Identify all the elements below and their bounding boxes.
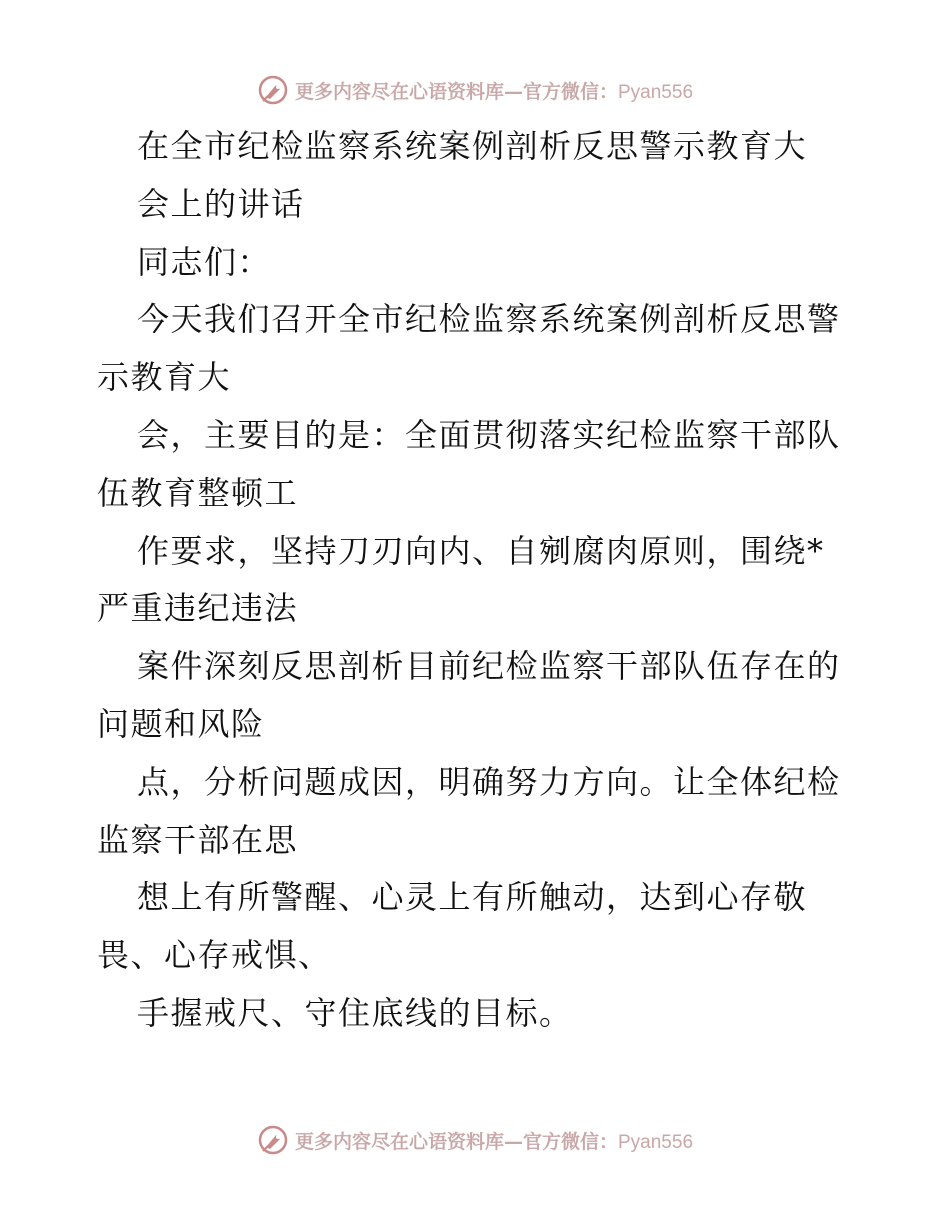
pen-nib-logo-icon — [257, 1124, 289, 1156]
document-body — [97, 118, 877, 1043]
paragraph-line: 作要求，坚持刀刃向内、自剜腐肉原则，围绕* — [137, 531, 825, 570]
banner-wechat-id: Pyan556 — [618, 81, 694, 103]
title-line-1: 在全市纪检监察系统案例剖析反思警示教育大 — [137, 127, 808, 165]
paragraph-line: 今天我们召开全市纪检监察系统案例剖析反思警 — [137, 300, 841, 339]
paragraph-line: 案件深刻反思剖析目前纪检监察干部队伍存在的 — [137, 647, 841, 686]
paragraph-line: 严重违纪违法 — [97, 589, 299, 628]
pen-nib-logo-icon — [257, 74, 289, 106]
salutation: 同志们： — [137, 242, 272, 281]
banner-text — [295, 1127, 693, 1154]
footer-banner — [0, 1120, 950, 1160]
banner-promo: 更多内容尽在心语资料库—官方微信： — [294, 1130, 618, 1153]
paragraph-line: 手握戒尺、守住底线的目标。 — [137, 993, 573, 1032]
paragraph-line: 伍教育整顿工 — [97, 473, 299, 512]
paragraph-line: 点，分析问题成因，明确努力方向。让全体纪检 — [137, 762, 841, 801]
paragraph-line: 示教育大 — [97, 358, 232, 397]
paragraph-line: 畏、心存戒惧、 — [97, 936, 332, 975]
paragraph-line: 监察干部在思 — [97, 820, 299, 859]
header-banner — [0, 70, 950, 110]
paragraph-line: 会，主要目的是：全面贯彻落实纪检监察干部队 — [137, 415, 841, 454]
banner-text — [295, 77, 693, 104]
title-line-2: 会上的讲话 — [137, 184, 305, 223]
paragraph-line: 问题和风险 — [97, 704, 265, 743]
paragraph-line: 想上有所警醒、心灵上有所触动，达到心存敬 — [137, 878, 808, 917]
banner-wechat-id: Pyan556 — [618, 1131, 694, 1153]
banner-promo: 更多内容尽在心语资料库—官方微信： — [294, 80, 618, 103]
